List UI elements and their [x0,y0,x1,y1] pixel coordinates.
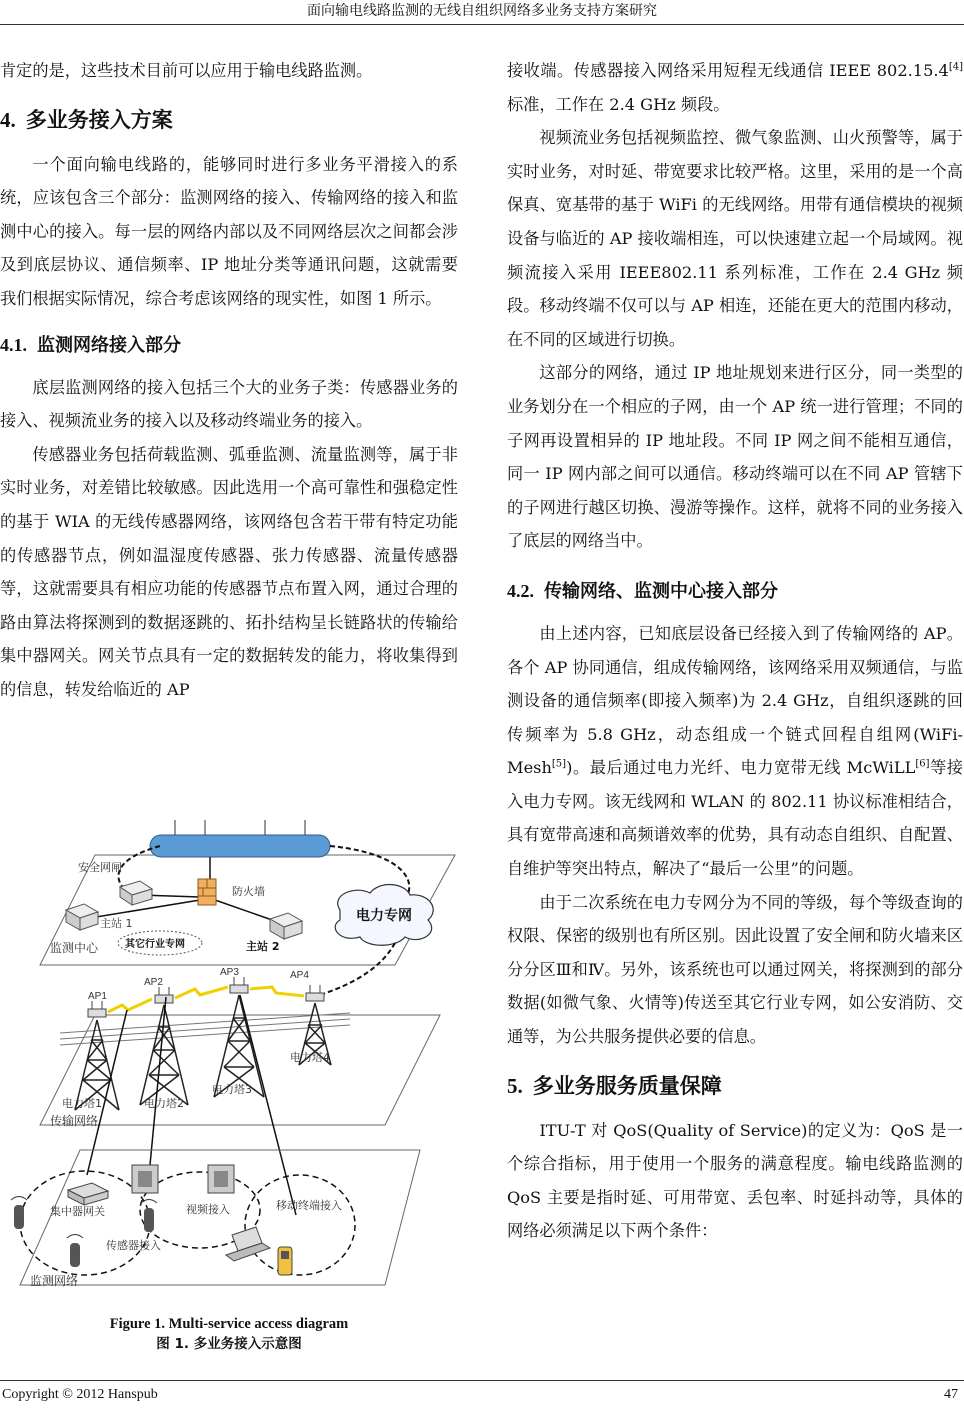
paragraph: 视频流业务包括视频监控、微气象监测、山火预警等，属于实时业务，对时延、带宽要求比较严格。这里，采用的是一个高保真、宽基带的基于 WiFi 的无线网络。用带有通信模块的视频设备与临近的 AP 接收端相连，可以快速建立起一个局域网。视频流接入采用 IEEE802.11 系列标准，工作在 2.4 GHz 频段。移动终端不仅可以与 AP 相连，还能在更大的范围内移动，在不同的区域进行切换。 [507,128,963,349]
label-monitoring-center: 监测中心 [50,941,99,955]
paragraph: ITU-T 对 QoS(Quality of Service)的定义为：QoS 是一个综合指标，用于使用一个服务的满意程度。输电线路监测的 QoS 主要是指时延、可用带宽、丢包率、时延抖动等，具体的网络必须满足以下两个条件： [507,1120,963,1241]
gateway-icon [68,1183,108,1205]
mobile-phone-icon [278,1247,292,1275]
backbone-bus [150,835,330,857]
mobile-zone [245,1175,355,1275]
section-number: 4. [0,107,16,132]
label-transmission-network: 传输网络 [50,1114,99,1128]
label-main-station-1: 主站 1 [100,917,133,930]
paragraph [507,54,963,121]
section-title: 监测网络接入部分 [37,334,181,356]
access-point-icon [230,977,248,993]
paragraph: 这部分的网络，通过 IP 地址规划来进行区分，同一类型的业务划分在一个相应的子网，由一个 AP 统一进行管理；不同的子网再设置相异的 IP 地址段。不同 IP 网之间不能相互通信，同一 IP 网内部之间可以通信。移动终端可以在不同 AP 管辖下的子网进行越区切换、漫游等操作。这样，就将不同的业务接入了底层的网络当中。 [507,363,963,551]
label-ap1: AP1 [88,991,107,1002]
wireless-link [175,987,228,998]
uplink-line [150,997,166,1165]
video-camera-icon [208,1165,234,1193]
label-tower-4: 电力塔4 [290,1051,330,1064]
paragraph: 一个面向输电线路的，能够同时进行多业务平滑接入的系统，应该包含三个部分：监测网络的接入、传输网络的接入和监测中心的接入。每一层的网络内部以及不同网络层次之间都会涉及到底层协议、通信频率、IP 地址分类等通讯问题，这就需要我们根据实际情况，综合考虑该网络的现实性，如图 1 所示。 [0,154,458,308]
wireless-link [250,987,304,996]
label-tower-3: 电力塔3 [212,1083,252,1096]
section-title: 多业务接入方案 [25,107,173,132]
running-title: 面向输电线路监测的无线自组织网络多业务支持方案研究 [307,3,657,19]
wireless-link [108,999,152,1012]
header-rule [0,24,964,25]
firewall-icon [198,879,216,905]
label-monitoring-network: 监测网络 [30,1274,79,1288]
label-mobile-access: 移动终端接入 [276,1199,342,1212]
sensor-icon [11,1197,27,1230]
citation: [4] [948,61,963,73]
label-ap4: AP4 [290,970,309,981]
paragraph [507,617,963,886]
laptop-icon [226,1227,270,1261]
label-concentrator-gateway: 集中器网关 [50,1205,105,1218]
security-gate-icon [120,881,152,905]
left-column [0,54,458,707]
subsection-heading-4-1 [0,326,458,365]
label-other-industry-network: 其它行业专网 [125,939,185,950]
label-sensor-access: 传感器接入 [106,1239,161,1252]
right-column [507,54,963,1248]
paragraph: 底层监测网络的接入包括三个大的业务子类：传感器业务的接入、视频流业务的接入以及移动终端业务的接入。 [0,377,458,431]
paragraph: 传感器业务包括荷载监测、弧垂监测、流量监测等，属于非实时业务，对差错比较敏感。因此选用一个高可靠性和强稳定性的基于 WIA 的无线传感器网络，该网络包含若干带有特定功能的传感器节点，例如温湿度传感器、张力传感器、流量传感器等，这就需要具有相应功能的传感器节点布置入网，通过合理的路由算法将探测到的数据逐跳的、拓扑结构呈长链路状的传输给集中器网关。网关节点具有一定的数据转发的能力，将收集得到的信息，转发给临近的 AP [0,444,458,699]
access-point-icon [155,987,173,1003]
figure-1 [0,815,458,1355]
multi-service-diagram [0,815,458,1310]
server-icon [66,904,98,930]
label-tower-1: 电力塔1 [62,1097,102,1110]
access-point-icon [88,1001,106,1017]
text-run: 接收端。传感器接入网络采用短程无线通信 IEEE 802.15.4 [507,61,949,80]
label-main-station-2: 主站 2 [246,940,280,953]
text-run: 由上述内容，已知底层设备已经接入到了传输网络的 AP。各个 AP 协同通信，组成传输网络，该网络采用双频通信，与监测设备的通信频率(即接入频率)为 2.4 GHz，自组织逐跳的回传频率为 5.8 GHz，动态组成一个链式回程自组网(WiFi-Mesh [507,623,963,778]
label-security-gate: 安全网闸 [78,861,122,874]
page-number: 47 [944,1387,958,1402]
text-run: 标准，工作在 2.4 GHz 频段。 [507,94,730,114]
figure-caption-en: Figure 1. Multi-service access diagram [109,1316,349,1332]
label-video-access: 视频接入 [186,1203,230,1216]
access-point-icon [306,985,324,1001]
tower-icon [214,995,264,1097]
label-firewall: 防火墙 [232,885,265,898]
label-power-private-network: 电力专网 [356,908,412,924]
section-number: 5. [507,1073,523,1098]
section-number: 4.2. [507,580,534,601]
section-number: 4.1. [0,334,27,355]
paragraph: 由于二次系统在电力专网分为不同的等级，每个等级查询的权限、保密的级别也有所区别。因此设置了安全闸和防火墙来区分分区Ⅲ和Ⅳ。另外，该系统也可以通过网关，将探测到的部分数据(如微气象、火情等)传送至其它行业专网，如公安消防、交通等，为公共服务提供必要的信息。 [507,892,963,1047]
figure-caption-zh: 图 1. 多业务接入示意图 [156,1336,302,1352]
text-run: 等接入电力专网。该无线网和 WLAN 的 802.11 协议标准相结合，具有宽带高速和高频谱效率的优势，具有动态自组织、自配置、自维护等突出特点，解决了“最后一公里”的问题。 [507,758,963,879]
label-tower-2: 电力塔2 [144,1097,184,1110]
text-run: )。最后通过电力光纤、电力宽带无线 McWiLL [566,758,916,778]
section-heading-4 [0,100,458,140]
sensor-icon [67,1235,83,1268]
server-icon [270,913,302,939]
section-heading-5 [507,1066,963,1106]
subsection-heading-4-2 [507,572,963,611]
section-title: 传输网络、监测中心接入部分 [544,580,778,602]
label-ap3: AP3 [220,967,239,978]
video-camera-icon [132,1165,158,1193]
copyright: Copyright © 2012 Hanspub [2,1387,158,1402]
uplink-line [240,995,296,1215]
label-ap2: AP2 [144,977,163,988]
section-title: 多业务服务质量保障 [532,1073,722,1098]
footer-rule [0,1380,964,1381]
sensor-icon [141,1200,157,1233]
citation: [5] [551,758,567,770]
paragraph: 肯定的是，这些技术目前可以应用于输电线路监测。 [0,61,373,80]
citation: [6] [915,758,930,770]
